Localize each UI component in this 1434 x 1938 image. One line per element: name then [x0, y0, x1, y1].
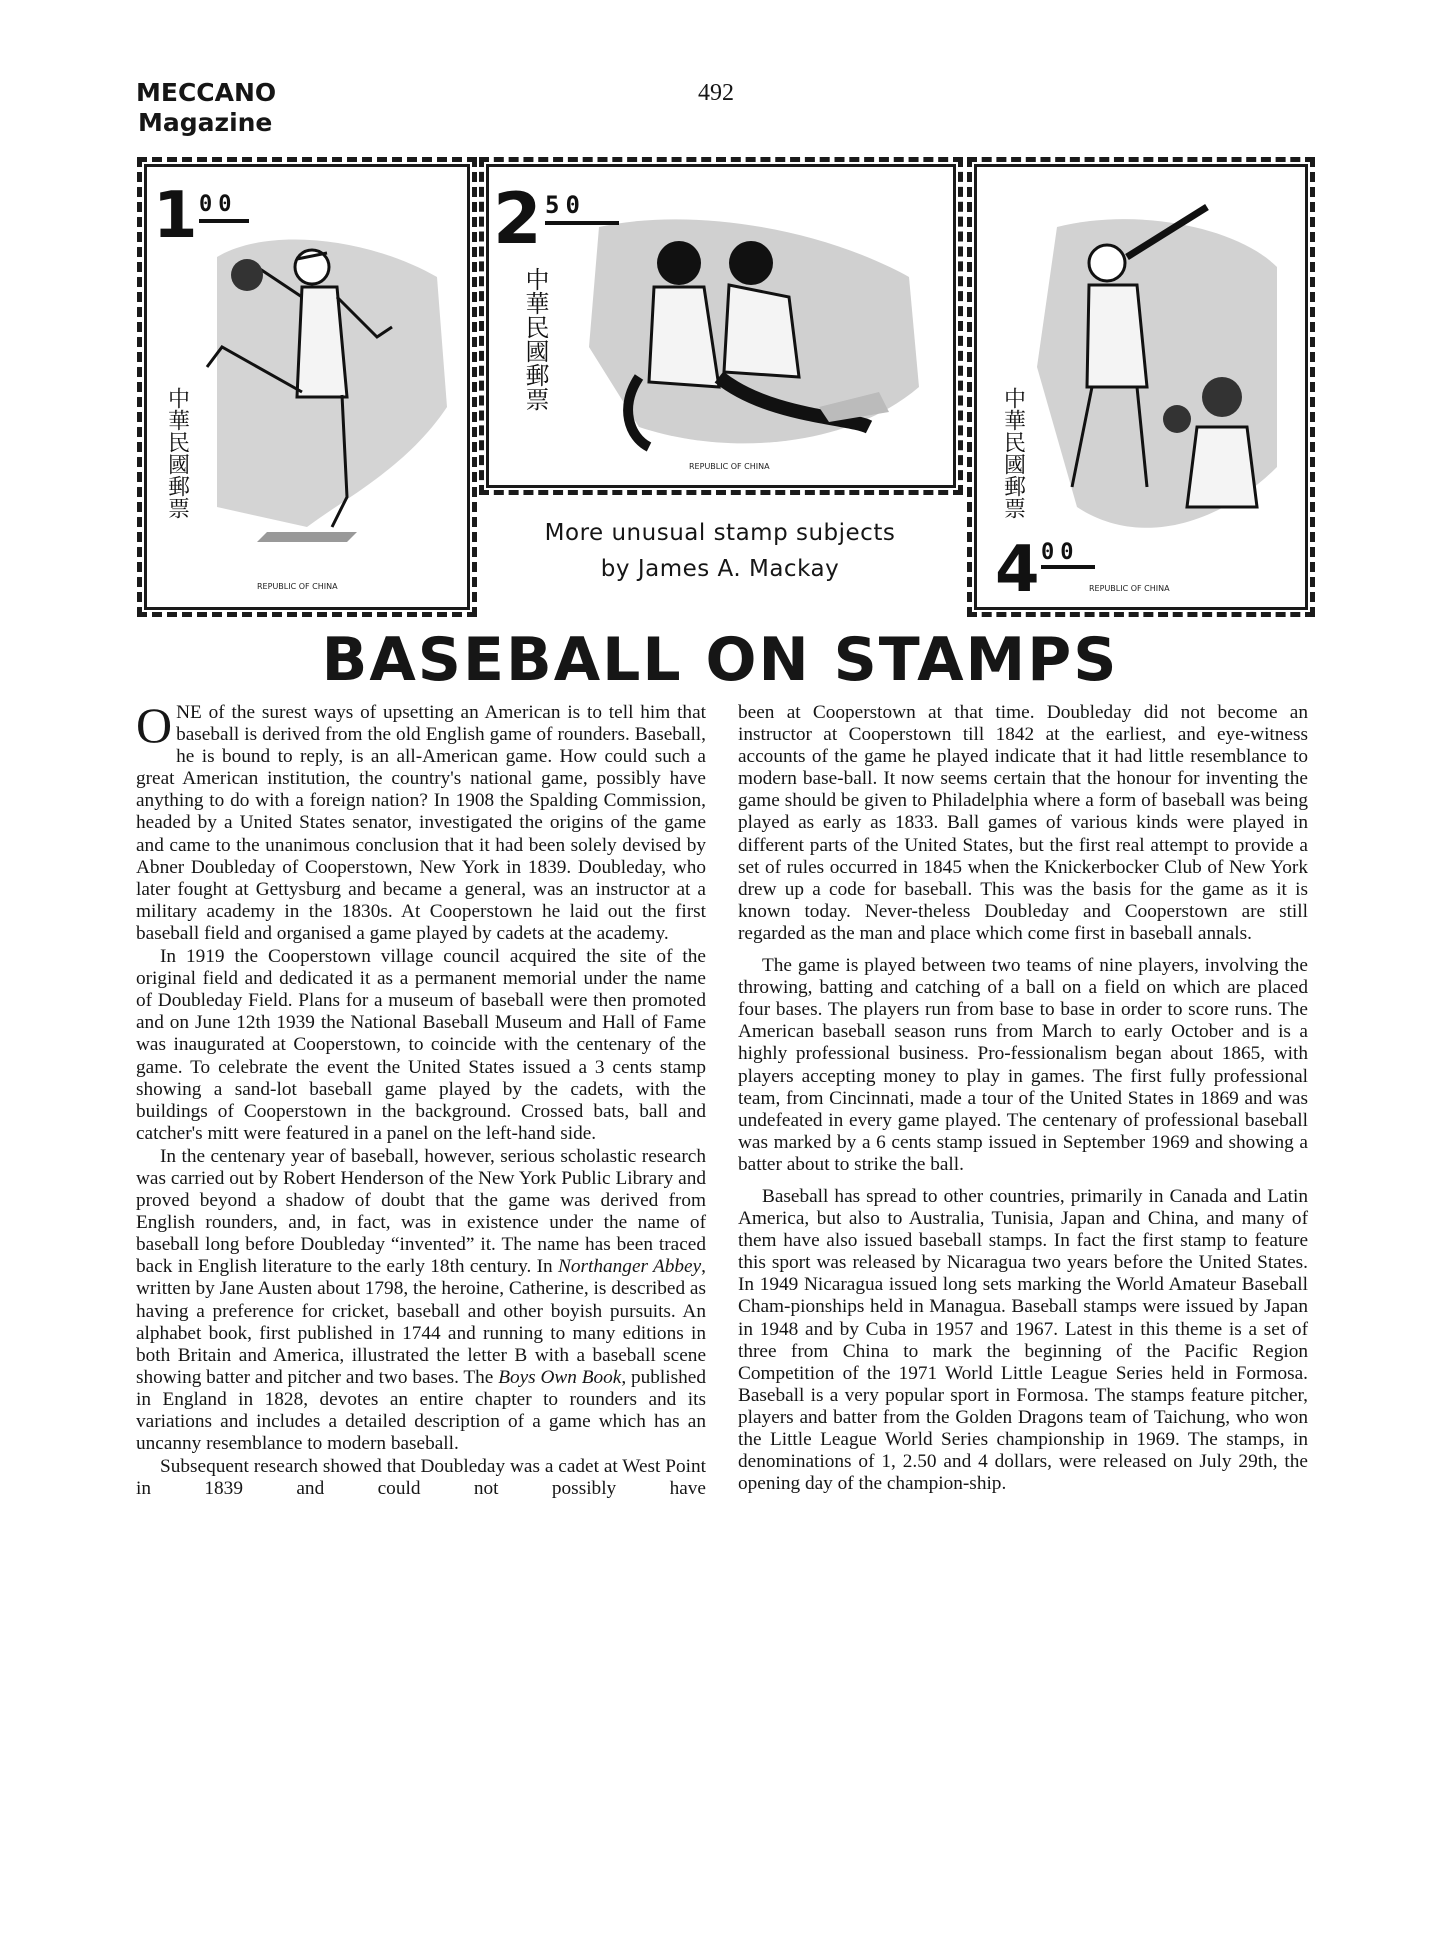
stamp-batter-country: REPUBLIC OF CHINA — [1089, 584, 1170, 593]
caption-line-2: by James A. Mackay — [600, 556, 840, 582]
paragraph-3-text-a: In the centenary year of baseball, however, serious scholastic research was carried out by Robert Henderson of the New York Public Library and proved beyond a shadow of doubt that the game was derived from English rounders, and, in fact, was in existence under the name of baseball long before Doubleday “invented” it. The name has been traced back in English literature to the early 18th century. In — [136, 1145, 706, 1278]
page-number: 492 — [698, 80, 734, 106]
stamp-pitcher-denomination: 1 — [153, 179, 198, 253]
stamp-pitcher — [144, 164, 470, 610]
masthead — [136, 78, 276, 138]
stamp-pitcher-illustration — [147, 167, 467, 607]
paragraph-1-text: NE of the surest ways of upsetting an American is to tell him that baseball is derived from the old English game of rounders. Baseball, he is bound to reply, is an all-American game. How could such a great American institution, the country's national game, possibly have anything to do with a foreign nation? In 1908 the Spalding Commission, headed by a United States senator, investigated the origins of the game and came to the unanimous conclusion that it had been solely devised by Abner Doubleday of Cooperstown, New York in 1839. Doubleday, who later fought at Gettysburg and became a general, was an instructor at a military academy in the 1830s. At Cooperstown he laid out the first baseball field and organised a game played by cadets at the academy. — [136, 702, 706, 944]
article-paragraph-4-start: Subsequent research showed that Doubleday was a cadet at West Point in 1839 and could not possibly have — [136, 1456, 706, 1500]
stamp-batter-denomination: 4 — [995, 533, 1040, 607]
article-paragraph-3 — [136, 1146, 706, 1455]
stamp-runners-country: REPUBLIC OF CHINA — [689, 462, 770, 471]
caption-line-1: More unusual stamp subjects — [544, 520, 896, 546]
article-column-right — [738, 702, 1308, 1495]
stamp-runners-cents: 50 — [545, 191, 586, 219]
stamp-pitcher-chinese: 中華民國郵票 — [164, 387, 190, 519]
stamp-batter-cents: 00 — [1041, 540, 1080, 565]
stamp-runners-illustration — [489, 167, 953, 485]
masthead-line-1: MECCANO — [136, 78, 277, 107]
illustration-caption — [480, 515, 960, 587]
stamp-pitcher-country: REPUBLIC OF CHINA — [257, 582, 338, 591]
stamp-batter-illustration — [977, 167, 1305, 607]
book-title-northanger-abbey: Northanger Abbey — [558, 1256, 702, 1278]
drop-cap: O — [136, 697, 173, 753]
paragraph-3-text-c: , published in England in 1828, devotes an entire chapter to rounders and its variations and includes a detailed description of a game which has an uncanny resemblance to modern baseball. — [136, 1366, 706, 1455]
stamp-batter — [974, 164, 1308, 610]
article-paragraph-6: Baseball has spread to other countries, primarily in Canada and Latin America, but also to Australia, Tunisia, Japan and China, and many of them have also issued baseball stamps. In fact the first stamp to feature this sport was released by Nicaragua two years before the United States. In 1949 Nicaragua issued long sets marking the World Amateur Baseball Cham-pionships held in Managua. Baseball stamps were issued by Japan in 1948 and by Cuba in 1957 and 1967. Latest in this theme is a set of three from China to mark the beginning of the Pacific Region Competition of the 1971 World Little League Series held in Formosa. Baseball is a very popular sport in Formosa. The stamps feature pitcher, players and batter from the Golden Dragons team of Taichung, who won the Little League World Series championship in 1969. The stamps, in denominations of 1, 2.50 and 4 dollars, were released on July 29th, the opening day of the champion-ship. — [738, 1185, 1308, 1495]
stamp-batter-chinese: 中華民國郵票 — [1000, 387, 1026, 519]
masthead-line-2: Magazine — [138, 108, 273, 137]
stamp-pitcher-cents: 00 — [199, 192, 238, 217]
article-paragraph-1 — [136, 697, 706, 945]
article-paragraph-4-end: been at Cooperstown at that time. Doubleday did not become an instructor at Cooperstown till 1842 at the earliest, and eye-witness accounts of the game he played indicate that it had little resemblance to modern base-ball. It now seems certain that the honour for inventing the game should be given to Philadelphia where a form of baseball was being played as early as 1833. Ball games of various kinds were played in different parts of the United States, but the first real attempt to provide a set of rules occurred in 1845 when the Knickerbocker Club of New York drew up a code for baseball. This was the basis for the game as it is known today. Never-theless Doubleday and Cooperstown are still regarded as the man and place which come first in baseball annals. — [738, 702, 1308, 944]
article-paragraph-2: In 1919 the Cooperstown village council acquired the site of the original field and dedicated it as a permanent memorial under the name of Doubleday Field. Plans for a museum of baseball were then promoted and on June 12th 1939 the National Baseball Museum and Hall of Fame was inaugurated at Cooperstown, to coincide with the centenary of the game. To celebrate the event the United States issued a 3 cents stamp showing a sand-lot baseball game played by the cadets, with the buildings of Cooperstown in the background. Crossed bats, ball and catcher's mitt were featured in a panel on the left-hand side. — [136, 946, 706, 1144]
stamp-runners-denomination: 2 — [493, 178, 542, 260]
stamp-runners-chinese: 中華民國郵票 — [521, 267, 549, 411]
article-column-left — [136, 697, 706, 1500]
article-headline: BASEBALL ON STAMPS — [321, 625, 1119, 695]
stamp-runners — [486, 164, 956, 488]
paragraph-3-text-b: , written by Jane Austen about 1798, the heroine, Catherine, is described as having a preference for cricket, baseball and other boyish pursuits. An alphabet book, first published in 1744 and running to many editions in both Britain and America, illustrated the letter B with a baseball scene showing batter and pitcher and two bases. The — [136, 1256, 706, 1388]
book-title-boys-own-book: Boys Own Book — [498, 1366, 622, 1388]
article-paragraph-5: The game is played between two teams of nine players, involving the throwing, batting and catching of a ball on a field on which are placed four bases. The players run from base to base in order to score runs. The American baseball season runs from March to early October and is a highly professional business. Pro-fessionalism began about 1865, with players accepting money to play in games. The first fully professional team, from Cincinnati, made a tour of the United States in 1869 and was undefeated in every game played. The centenary of professional baseball was marked by a 6 cents stamp issued in September 1969 and showing a batter about to strike the ball. — [738, 955, 1308, 1175]
